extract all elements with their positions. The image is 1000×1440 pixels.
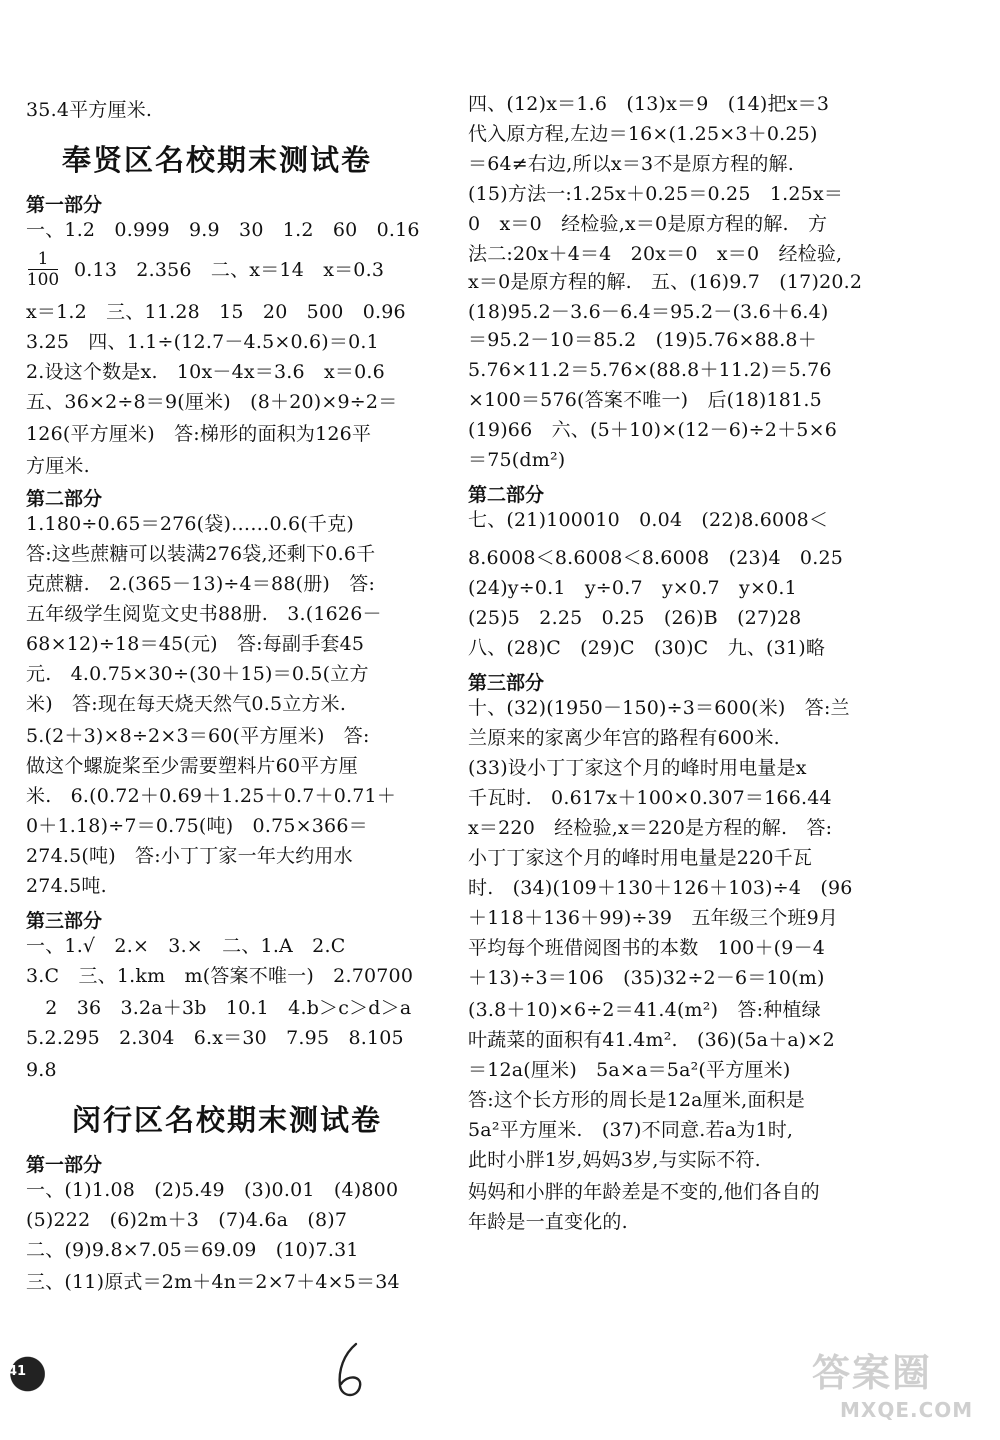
text-line: 代入原方程,左边＝16×(1.25×3＋0.25) (468, 123, 818, 145)
text-line: 0.13 2.356 二、x＝14 x＝0.3 (74, 259, 385, 281)
watermark-main: 答案圈 (812, 1351, 933, 1395)
part-heading: 第三部分 (468, 672, 545, 694)
watermark-logo (812, 1342, 992, 1434)
fraction (26, 250, 60, 289)
text-line: (25)5 2.25 0.25 (26)B (27)28 (468, 607, 802, 629)
text-line: 一、1.√ 2.× 3.× 二、1.A 2.C (26, 935, 346, 957)
text-line: ×100＝576(答案不唯一) 后(18)181.5 (468, 389, 822, 411)
text-line: 126(平方厘米) 答:梯形的面积为126平 (26, 423, 372, 445)
text-line: 米. 6.(0.72＋0.69＋1.25＋0.7＋0.71＋ (26, 785, 397, 807)
part-heading: 第二部分 (26, 488, 103, 510)
text-line: 274.5吨. (26, 875, 107, 897)
text-line: ＋13)÷3＝106 (35)32÷2－6＝10(m) (468, 967, 825, 989)
text-line: 十、(32)(1950－150)÷3＝600(米) 答:兰 (468, 697, 850, 719)
page-number: 41 (8, 1364, 27, 1379)
text-line: 0＋1.18)÷7＝0.75(吨) 0.75×366＝ (26, 815, 368, 837)
text-line: x＝220 经检验,x＝220是方程的解. 答: (468, 817, 833, 839)
text-line: (18)95.2－3.6－6.4＝95.2－(3.6＋6.4) (468, 301, 829, 323)
text-line: 答:这个长方形的周长是12a厘米,面积是 (468, 1089, 805, 1111)
part-heading: 第一部分 (26, 1154, 103, 1176)
text-line: 平均每个班借阅图书的本数 100＋(9－4 (468, 937, 826, 959)
text-line: ＝64≠右边,所以x＝3不是原方程的解. (468, 153, 794, 175)
text-line: 元. 4.0.75×30÷(30＋15)＝0.5(立方 (26, 663, 369, 685)
text-line: 八、(28)C (29)C (30)C 九、(31)略 (468, 637, 826, 659)
text-line: 5.2.295 2.304 6.x＝30 7.95 8.105 (26, 1027, 404, 1049)
text-line: 此时小胖1岁,妈妈3岁,与实际不符. (468, 1149, 761, 1171)
text-line: (5)222 (6)2m＋3 (7)4.6a (8)7 (26, 1209, 348, 1231)
text-line: 小丁丁家这个月的峰时用电量是220千瓦 (468, 847, 813, 869)
text-line: 0 x＝0 经检验,x＝0是原方程的解. 方 (468, 213, 828, 235)
text-line: 二、(9)9.8×7.05＝69.09 (10)7.31 (26, 1239, 359, 1261)
text-line: 克蔗糖. 2.(365－13)÷4＝88(册) 答: (26, 573, 376, 595)
text-line: 一、(1)1.08 (2)5.49 (3)0.01 (4)800 (26, 1179, 399, 1201)
part-heading: 第二部分 (468, 484, 545, 506)
text-line: 三、(11)原式＝2m＋4n＝2×7＋4×5＝34 (26, 1271, 400, 1293)
text-line: 妈妈和小胖的年龄差是不变的,他们各自的 (468, 1181, 820, 1203)
text-line: 8.6008＜8.6008＜8.6008 (23)4 0.25 (468, 547, 844, 569)
handwritten-digit (330, 1340, 370, 1402)
fraction-numerator: 1 (37, 249, 49, 269)
handwritten-text: 6 (330, 1340, 331, 1341)
text-line: 3.25 四、1.1÷(12.7－4.5×0.6)＝0.1 (26, 331, 379, 353)
text-line: (19)66 六、(5＋10)×(12－6)÷2＋5×6 (468, 419, 837, 441)
text-line: 五年级学生阅览文史书88册. 3.(1626－ (26, 603, 382, 625)
text-line: 68×12)÷18＝45(元) 答:每副手套45 (26, 633, 365, 655)
text-line: 法二:20x＋4＝4 20x＝0 x＝0 经检验, (468, 243, 843, 265)
text-line: 答:这些蔗糖可以装满276袋,还剩下0.6千 (26, 543, 376, 565)
text-line: 方厘米. (26, 455, 90, 477)
text-line: 一、1.2 0.999 9.9 30 1.2 60 0.16 (26, 219, 420, 241)
section-title-fengxian: 奉贤区名校期末测试卷 (62, 143, 373, 177)
text-line: (24)y÷0.1 y÷0.7 y×0.7 y×0.1 (468, 577, 797, 599)
text-line: 274.5(吨) 答:小丁丁家一年大约用水 (26, 845, 353, 867)
fraction-denominator: 100 (26, 270, 60, 290)
text-line: x＝0是原方程的解. 五、(16)9.7 (17)20.2 (468, 271, 863, 293)
text-line: 七、(21)100010 0.04 (22)8.6008＜ (468, 509, 829, 531)
part-heading: 第一部分 (26, 194, 103, 216)
text-line: 叶蔬菜的面积有41.4m². (36)(5a＋a)×2 (468, 1029, 835, 1051)
section-title-minhang: 闵行区名校期末测试卷 (72, 1103, 383, 1137)
text-line: ＝12a(厘米) 5a×a＝5a²(平方厘米) (468, 1059, 791, 1081)
text-line: ＝75(dm²) (468, 449, 566, 471)
text-line: (33)设小丁丁家这个月的峰时用电量是x (468, 757, 807, 779)
text-line: 2.设这个数是x. 10x－4x＝3.6 x＝0.6 (26, 361, 385, 383)
text-line: 兰原来的家离少年宫的路程有600米. (468, 727, 780, 749)
page-number-badge (0, 1352, 46, 1392)
text-line: 35.4平方厘米. (26, 99, 153, 121)
text-line: (3.8＋10)×6÷2＝41.4(m²) 答:种植绿 (468, 999, 821, 1021)
watermark-url: MXQE.COM (840, 1398, 974, 1422)
text-line: 9.8 (26, 1059, 57, 1081)
text-line: 5a²平方厘米. (37)不同意.若a为1时, (468, 1119, 794, 1141)
text-line: 五、36×2÷8＝9(厘米) (8＋20)×9÷2＝ (26, 391, 398, 413)
text-line: 时. (34)(109＋130＋126＋103)÷4 (96 (468, 877, 853, 899)
text-line: 做这个螺旋桨至少需要塑料片60平方厘 (26, 755, 358, 777)
text-line: x＝1.2 三、11.28 15 20 500 0.96 (26, 301, 406, 323)
text-line: 年龄是一直变化的. (468, 1211, 628, 1233)
text-line: ＋118＋136＋99)÷39 五年级三个班9月 (468, 907, 839, 929)
text-line: 2 36 3.2a＋3b 10.1 4.b＞c＞d＞a (26, 997, 412, 1019)
text-line: 5.76×11.2＝5.76×(88.8＋11.2)＝5.76 (468, 359, 832, 381)
text-line: 四、(12)x＝1.6 (13)x＝9 (14)把x＝3 (468, 93, 830, 115)
text-line: (15)方法一:1.25x＋0.25＝0.25 1.25x＝ (468, 183, 844, 205)
text-line: ＝95.2－10＝85.2 (19)5.76×88.8＋ (468, 329, 817, 351)
part-heading: 第三部分 (26, 910, 103, 932)
text-line: 5.(2＋3)×8÷2×3＝60(平方厘米) 答: (26, 725, 370, 747)
text-line: 千瓦时. 0.617x＋100×0.307＝166.44 (468, 787, 832, 809)
text-line: 3.C 三、1.km m(答案不唯一) 2.70700 (26, 965, 414, 987)
text-line: 米) 答:现在每天烧天然气0.5立方米. (26, 693, 347, 715)
text-line: 1.180÷0.65＝276(袋)……0.6(千克) (26, 513, 354, 535)
